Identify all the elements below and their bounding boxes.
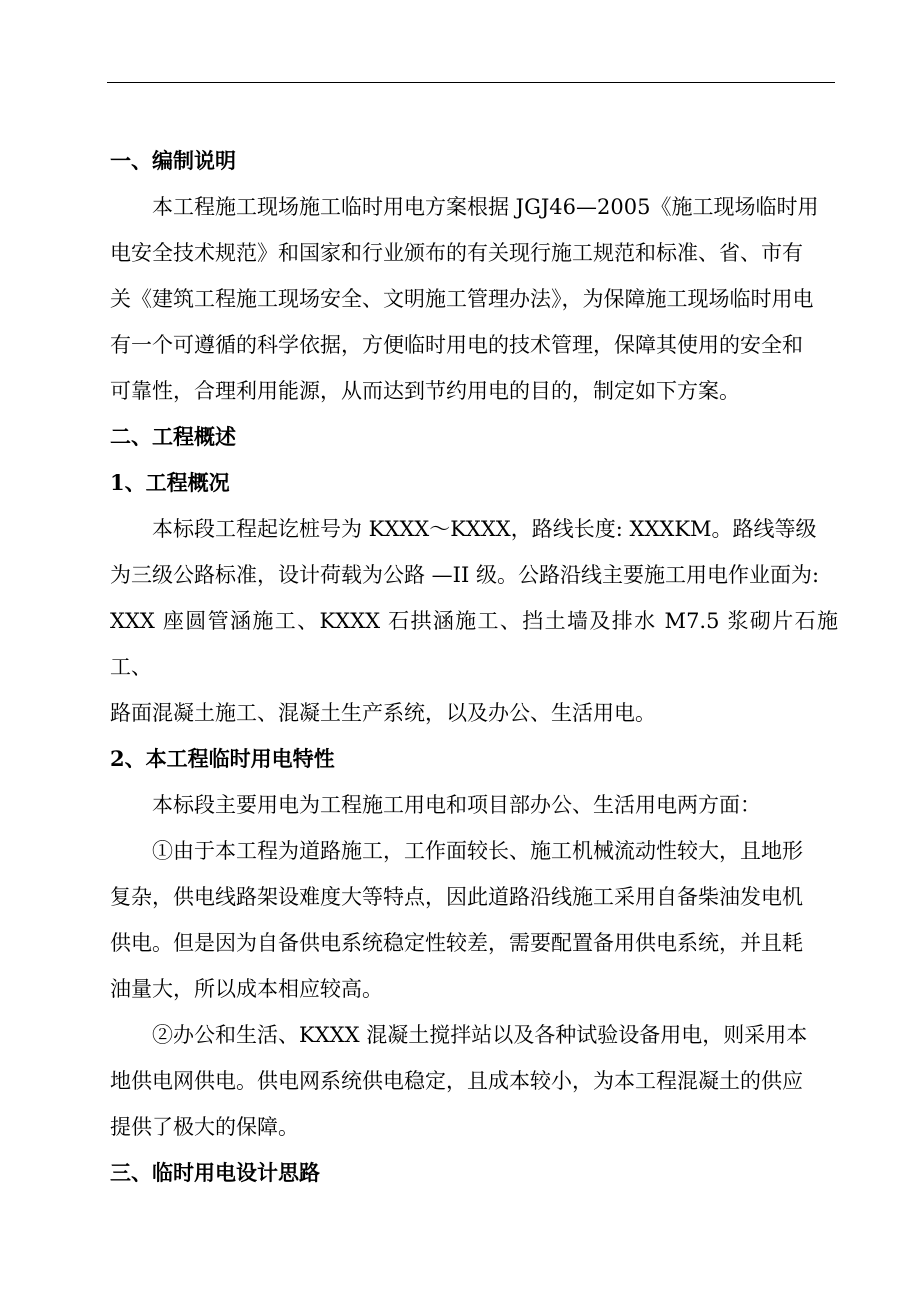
subsection-heading-2-2: 2、本工程临时用电特性 [110,746,335,771]
paragraph-line: 提供了极大的保障。 [110,1115,299,1139]
paragraph-2-2-item-2 [110,1012,838,1150]
section-heading-1: 一、编制说明 [110,148,236,173]
paragraph-1 [110,184,838,414]
header-rule [107,82,835,83]
document-body [110,138,838,1196]
paragraph-line: 关《建筑工程施工现场安全、文明施工管理办法》，为保障施工现场临时用电 [110,287,814,311]
paragraph-line: 可靠性，合理利用能源，从而达到节约用电的目的，制定如下方案。 [110,379,740,403]
paragraph-line: 为三级公路标准，设计荷载为公路 —II 级。公路沿线主要施工用电作业面为: [110,563,820,587]
section-heading-2: 二、工程概述 [110,424,236,449]
paragraph-line: 供电。但是因为自备供电系统稳定性较差，需要配置备用供电系统，并且耗 [110,931,803,955]
paragraph-line: 有一个可遵循的科学依据，方便临时用电的技术管理，保障其使用的安全和 [110,333,803,357]
paragraph-line: 本工程施工现场施工临时用电方案根据 JGJ46—2005《施工现场临时用 [152,195,819,219]
subsection-heading-2-1: 1、工程概况 [110,470,230,495]
section-heading-3: 三、临时用电设计思路 [110,1160,320,1185]
paragraph-line: 地供电网供电。供电网系统供电稳定，且成本较小，为本工程混凝土的供应 [110,1069,803,1093]
paragraph-line: ②办公和生活、KXXX 混凝土搅拌站以及各种试验设备用电，则采用本 [152,1023,808,1047]
paragraph-2-2-intro: 本标段主要用电为工程施工用电和项目部办公、生活用电两方面： [152,793,761,817]
paragraph-line: 复杂，供电线路架设难度大等特点，因此道路沿线施工采用自备柴油发电机 [110,885,803,909]
paragraph-line: 本标段工程起讫桩号为 KXXX～KXXX，路线长度: XXXKM。路线等级 [152,517,817,541]
paragraph-line: 油量大，所以成本相应较高。 [110,977,383,1001]
paragraph-line: 路面混凝土施工、混凝土生产系统，以及办公、生活用电。 [110,701,656,725]
paragraph-line: ①由于本工程为道路施工，工作面较长、施工机械流动性较大，且地形 [152,839,803,863]
paragraph-2-2-item-1 [110,828,838,1012]
paragraph-line: 电安全技术规范》和国家和行业颁布的有关现行施工规范和标准、省、市有 [110,241,803,265]
paragraph-2-1 [110,506,838,736]
paragraph-line: XXX 座圆管涵施工、KXXX 石拱涵施工、挡土墙及排水 M7.5 浆砌片石施工、 [110,609,838,679]
